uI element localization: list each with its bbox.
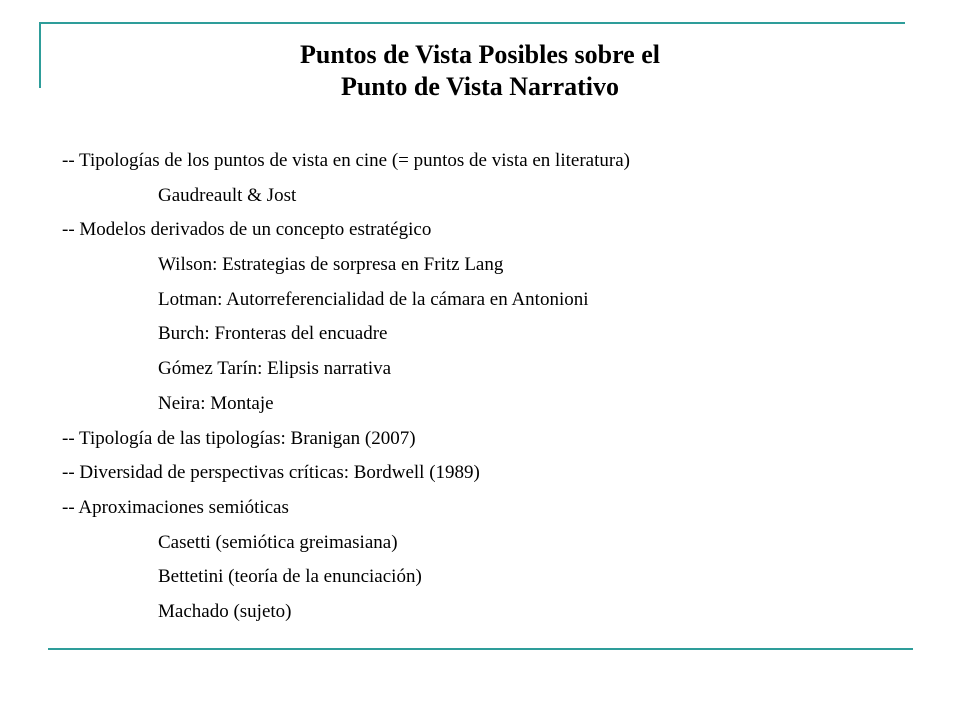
list-item: -- Tipología de las tipologías: Branigan (2007): [62, 427, 416, 449]
title-line-2: Punto de Vista Narrativo: [340, 72, 620, 101]
slide-title: [40, 39, 920, 103]
sub-item: Casetti (semiótica greimasiana): [158, 531, 398, 553]
slide-body: [62, 144, 922, 630]
sub-item: Wilson: Estrategias de sorpresa en Fritz Lang: [158, 254, 504, 276]
sub-item: Gaudreault & Jost: [158, 184, 297, 206]
list-item: -- Aproximaciones semióticas: [62, 496, 289, 518]
sub-item: Gómez Tarín: Elipsis narrativa: [158, 358, 392, 380]
sub-item: Bettetini (teoría de la enunciación): [158, 566, 422, 588]
sub-item: Neira: Montaje: [158, 392, 274, 414]
list-item: -- Modelos derivados de un concepto estratégico: [62, 219, 432, 241]
bottom-divider-line: [48, 648, 913, 650]
sub-item: Lotman: Autorreferencialidad de la cámara en Antonioni: [158, 288, 589, 310]
top-divider-line: [40, 22, 905, 24]
list-item: -- Tipologías de los puntos de vista en cine (= puntos de vista en literatura): [62, 150, 630, 171]
title-line-1: Puntos de Vista Posibles sobre el: [300, 40, 660, 69]
sub-item: Burch: Fronteras del encuadre: [158, 323, 388, 345]
list-item: -- Diversidad de perspectivas críticas: Bordwell (1989): [62, 462, 480, 484]
sub-item: Machado (sujeto): [158, 600, 292, 622]
